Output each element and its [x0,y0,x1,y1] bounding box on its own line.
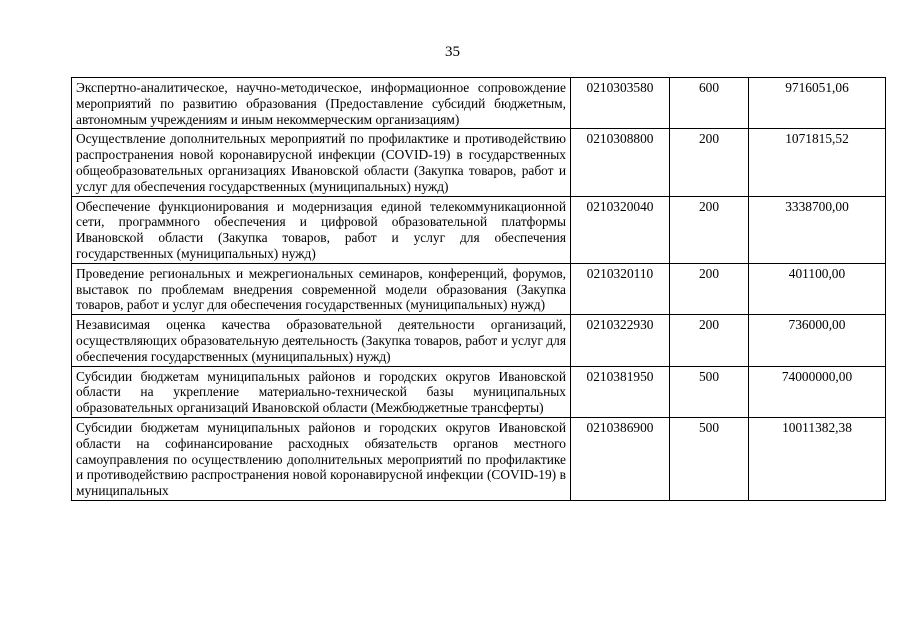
row-name: Обеспечение функционирования и модернизация единой телекоммуникационной сети, программного обеспечения и цифровой образовательной платформы Ивановской области (Закупка товаров, работ и услуг для обеспечения государственных (муниципальных) нужд) [72,196,571,263]
row-expense-type: 500 [670,417,749,500]
row-name: Осуществление дополнительных мероприятий по профилактике и противодействию распространения новой коронавирусной инфекции (COVID-19) в государственных общеобразовательных организациях Ивановской области (Закупка товаров, работ и услуг для обеспечения государственных (муниципальных) нужд) [72,129,571,196]
row-name: Проведение региональных и межрегиональных семинаров, конференций, форумов, выставок по проблемам внедрения современной модели образования (Закупка товаров, работ и услуг для обеспечения государственных (муниципальных) нужд) [72,263,571,314]
table-row [72,196,886,263]
row-code: 0210320110 [571,263,670,314]
row-sum: 9716051,06 [749,78,886,129]
row-name: Экспертно-аналитическое, научно-методическое, информационное сопровождение мероприятий по развитию образования (Предоставление субсидий бюджетным, автономным учреждениям и иным некоммерческим организациям) [72,78,571,129]
table-row [72,78,886,129]
row-sum: 401100,00 [749,263,886,314]
row-code: 0210308800 [571,129,670,196]
row-code: 0210320040 [571,196,670,263]
row-name: Субсидии бюджетам муниципальных районов и городских округов Ивановской области на укрепление материально-технической базы муниципальных образовательных организаций Ивановской области (Межбюджетные трансферты) [72,366,571,417]
row-code: 0210322930 [571,315,670,366]
row-name: Независимая оценка качества образовательной деятельности организаций, осуществляющих образовательную деятельность (Закупка товаров, работ и услуг для обеспечения государственных (муниципальных) нужд) [72,315,571,366]
row-expense-type: 600 [670,78,749,129]
row-expense-type: 200 [670,315,749,366]
row-expense-type: 200 [670,196,749,263]
table-row [72,263,886,314]
row-expense-type: 200 [670,129,749,196]
row-sum: 736000,00 [749,315,886,366]
row-expense-type: 500 [670,366,749,417]
row-code: 0210303580 [571,78,670,129]
row-code: 0210386900 [571,417,670,500]
row-code: 0210381950 [571,366,670,417]
row-sum: 1071815,52 [749,129,886,196]
row-sum: 3338700,00 [749,196,886,263]
table-row [72,315,886,366]
row-name: Субсидии бюджетам муниципальных районов и городских округов Ивановской области на софинансирование расходных обязательств органов местного самоуправления по осуществлению дополнительных мероприятий по профилактике и противодействию распространения новой коронавирусной инфекции (COVID-19) в муниципальных [72,417,571,500]
row-expense-type: 200 [670,263,749,314]
table-row [72,417,886,500]
row-sum: 74000000,00 [749,366,886,417]
budget-table [71,77,886,501]
row-sum: 10011382,38 [749,417,886,500]
page-number: 35 [445,44,460,60]
table-row [72,129,886,196]
table-row [72,366,886,417]
